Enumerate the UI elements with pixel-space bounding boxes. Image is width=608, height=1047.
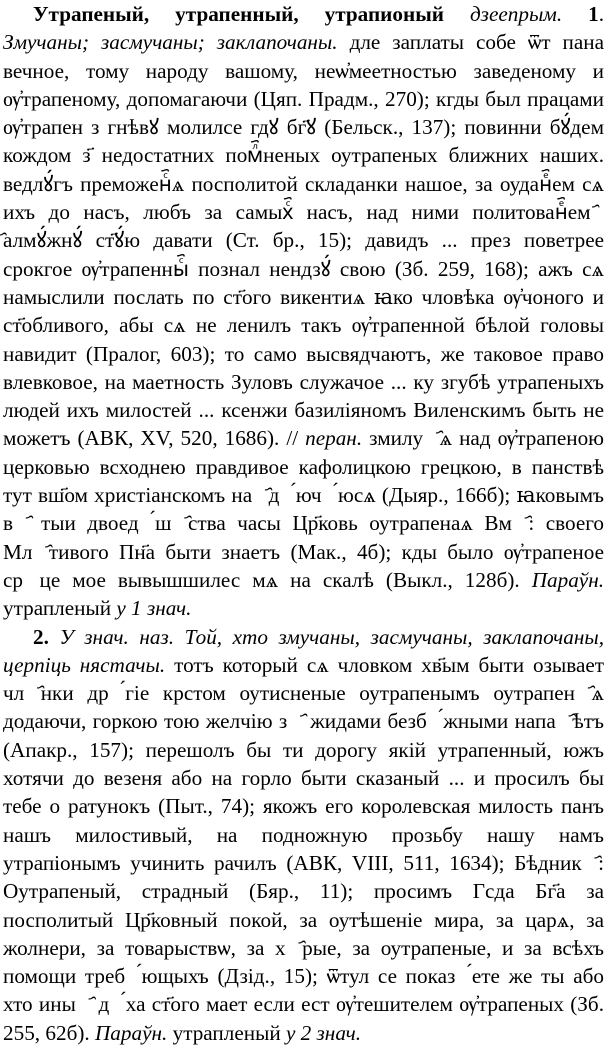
figurative-label: перан. (305, 426, 363, 451)
sense-1-citations: дле заплаты собе ѿт пана вечное, тому народу вашому, неѡ҆меетностью заведеному и ѹ҆трапеному, допомагаючи (Цяп. Прадм., 270); кгды был працами ѹ҆трапен з гнѣвꙋ молилсе гдꙋ бг҃ꙋ (Бельск., 137); повинни бꙋ́дем кождом з҃ недостатних помⷧ҄неных оутрапеных ближних наших. ведлꙋ́гъ преможенⷭ҄ѧ посполитой складанки нашое, за оуданⷷ҄ем сѧ ихъ до насъ, любъ за самыхⷭ҄ насъ, над ними политованⷷ҄ем ҄ ҄алмꙋ́жнꙋ́ ст҃ꙋ́ю давати (Ст. бр., 15); давидъ ... през поветрее срокгое ѹ҆трапенныⷭ҄ познал нендзꙋ́ свою (Зб. 259, 168); ажъ сѧ намыслили послать по ст҃ого викентиѧ ꙗко чловѣка ѹ҆чоного и ст҃обливого, абы сѧ не ленилъ такъ ѹ҆трапенной бѣлой головы навидит (Пралог, 603); то само высвядчаютъ, же таковое право влевковое, на маетность Зуловъ служачое ... ку згубѣ утрапеныхъ людей ихъ милостей ... ксенжи базиліяномъ Виленскимъ быть не можетъ (АВК, XV, 520, 1686). (3, 30, 605, 451)
sense-2-gloss: У знач. наз. Той, хто змучаны, засмучаны, заклапочаны, церпіць нястачы. (3, 624, 605, 677)
sense-1-compare-label: Параўн. (531, 567, 604, 592)
figurative-citations: змилуⷭ҄ѧ над ѹ҆трапеною церковью всходнею правдивое кафолицкою грецкою, в панствѣ тут вш҃ом христіанскомъ наⷵ҄дꙋ́ючꙋ́юсѧ (Дыяр., 166б); ꙗковымъ вⷭ҄ тыи двоедꙋ́шⷭ҄ства часы Цр҃ковь оутрапенаѧ Вмⷭ҄: своего Млⷭ҄тивого Пн҃а быти знаетъ (Мак., 4б); кды было ѹ҆трапеное срⷣце мое вывышшилес мѧ на скалѣ (Выкл., 128б). (3, 426, 604, 592)
sense-1-compare-word: утрапленый (3, 596, 112, 621)
sense-2-compare-ref: у 2 знач. (285, 1020, 362, 1045)
sense-1-gloss: Змучаны; засмучаны; заклапочаны. (3, 30, 338, 55)
sense-2-paragraph (3, 623, 604, 1047)
figurative-separator: // (286, 426, 299, 451)
headword: Утрапеный, утрапенный, утрапионый (33, 2, 444, 26)
sense-1-compare-ref: у 1 знач. (116, 596, 192, 621)
sense-2-compare-label: Параўн. (95, 1020, 168, 1045)
sense-2-citations: тотъ который сѧ чловком хв҃ым быти озывает члⷭ҄нки дрꙋ́гіе крстом оутисненые оутрапенымъ оутрапенⷭ҄ѧ додаючи, горкою тою желчію зⷭ҄ жидами безбꙋ́жными напаⷭ҄ѣтъ (Апакр., 157); перешолъ бы ти дорогу якій утрапенный, южъ хотячи до везеня або на горло быти сказаный ... и просилъ бы тебе о ратунокъ (Пыт., 74); якожъ его королевская милость панъ нашъ милостивый, на подножную прозьбу нашу намъ утрапіонымъ учинить рачилъ (АВК, VIII, 511, 1634); Бѣдникⷭ҄: Оутрапеный, страдный (Бяр., 11); просимъ Гсда Бг҃а за посполитый Цр҃ковный покой, за оутѣшеніе мира, за царѧ, за жолнери, за товарыствѡ, за хⷭ҄рые, за оутрапеные, и за всѣхъ помощи требꙋ́ющыхъ (Дзід., 15); ѿтул се показꙋ́ете же ты або хто иныⷭ҄ дꙋ́ха ст҃ого мает если ест ѹ҆тешителем ѹ҆трапеных (Зб. 255, 62б). (3, 652, 605, 1045)
part-of-speech: дзеeпрым. (469, 2, 563, 26)
sense-2-number: 2. (33, 624, 49, 649)
sense-2-compare-word: утрапленый (172, 1020, 281, 1045)
sense-1-paragraph: Утрапеный, утрапенный, утрапионый дзеeпрым. 1. Змучаны; засмучаны; заклапочаны. дле заплаты собе ѿт пана вечное, тому народу вашому, неѡ҆меетностью заведеному и ѹ҆трапеному, допомагаючи (Цяп. Прадм., 270); кгды был працами ѹ҆трапен з гнѣвꙋ молилсе гдꙋ бг҃ꙋ (Бельск., 137); повинни бꙋ́дем кождом з҃ недостатних помⷧ҄неных оутрапеных ближних наших. ведлꙋ́гъ преможенⷭ҄ѧ посполитой складанки нашое, за оуданⷷ҄ем сѧ ихъ до насъ, любъ за самыхⷭ҄ насъ, над ними политованⷷ҄ем ҄ ҄алмꙋ́жнꙋ́ ст҃ꙋ́ю давати (Ст. бр., 15); давидъ ... през поветрее срокгое ѹ҆трапенныⷭ҄ познал нендзꙋ́ свою (Зб. 259, 168); ажъ сѧ намыслили послать по ст҃ого викентиѧ ꙗко чловѣка ѹ҆чоного и ст҃обливого, абы сѧ не ленилъ такъ ѹ҆трапенной бѣлой головы навидит (Пралог, 603); то само высвядчаютъ, же таковое право влевковое, на маетность Зуловъ служачое ... ку згубѣ утрапеныхъ людей ихъ милостей ... ксенжи базиліяномъ Виленскимъ быть не можетъ (АВК, XV, 520, 1686). // перан. змилуⷭ҄ѧ над ѹ҆трапеною церковью всходнею правдивое кафолицкою грецкою, в панствѣ тут вш҃ом христіанскомъ наⷵ҄дꙋ́ючꙋ́юсѧ (Дыяр., 166б); ꙗковымъ вⷭ҄ тыи двоедꙋ́шⷭ҄ства часы Цр҃ковь оутрапенаѧ Вмⷭ҄: своего Млⷭ҄тивого Пн҃а быти знаетъ (Мак., 4б); кды было ѹ҆трапеное срⷣце мое вывышшилес мѧ на скалѣ (Выкл., 128б). Параўн. утрапленый у 1 знач. (3, 2, 605, 621)
sense-1-number: 1 (588, 2, 599, 26)
